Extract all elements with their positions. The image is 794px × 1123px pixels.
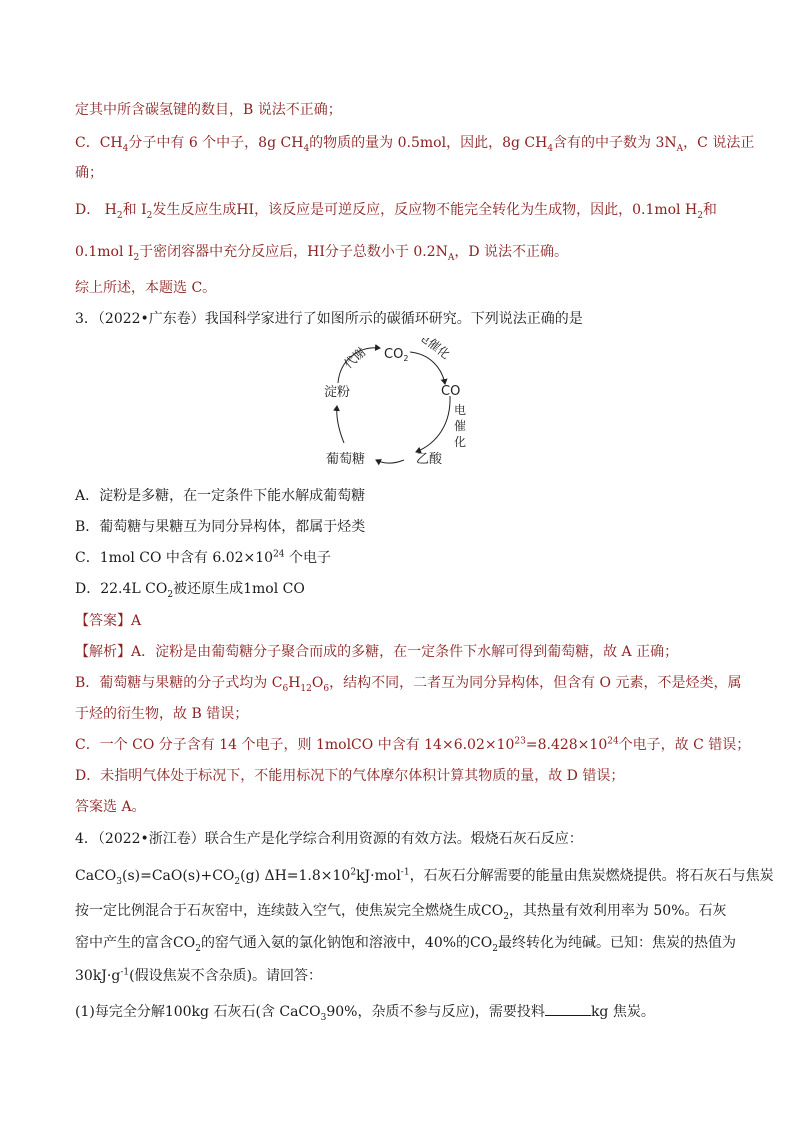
question-4-line: $CaCO_3(s)=CaO(s)+CO_2(g)$ $\Delta H=1.8\times 10^2kJ\cdot mol^{-1}$，石灰石分解需要的能量由焦炭燃烧提供。将石灰石与焦炭 xyxy=(75,867,774,887)
option-a: A．淀粉是多糖，在一定条件下能水解成葡萄糖 xyxy=(75,488,366,504)
explanation-line: 【解析】A．淀粉是由葡萄糖分子聚合而成的多糖，在一定条件下水解可得到葡萄糖，故 A 正确； xyxy=(75,644,679,660)
electrocatalysis-top-label: 电催化 xyxy=(415,338,453,362)
co-label: CO xyxy=(441,384,461,399)
arrow-co-to-acetic xyxy=(416,396,450,452)
text-line: C．$CH_4$分子中有 6 个中子，8g $CH_4$的物质的量为 0.5mol，因此，8g $CH_4$含有的中子数为 $3N_A$，C 说法正 xyxy=(75,135,755,154)
option-d: D．22.4L $CO_2$被还原生成1mol CO xyxy=(75,581,305,600)
explanation-line: 答案选 A。 xyxy=(75,799,146,815)
glucose-label: 葡萄糖 xyxy=(326,452,366,467)
metabolism-label: 代谢 xyxy=(341,344,369,372)
arrow-acetic-to-glucose xyxy=(376,460,404,463)
acetic-acid-label: 乙酸 xyxy=(416,452,443,467)
answer-blank[interactable] xyxy=(545,1001,591,1016)
explanation-line: B．葡萄糖与果糖的分子式均为 $C_6H_{12}O_6$，结构不同，二者互为同分异构体，但含有 O 元素，不是烃类，属 xyxy=(75,675,742,694)
arrow-glucose-to-starch xyxy=(337,406,344,443)
question-4-line: $30kJ\cdot g^{-1}$(假设焦炭不含杂质)。请回答： xyxy=(75,967,323,984)
question-4-line: 按一定比例混合于石灰窑中，连续鼓入空气，使焦炭完全燃烧生成$CO_2$，其热量有效利用率为 50%。石灰 xyxy=(75,903,727,922)
explanation-line: D．未指明气体处于标况下，不能用标况下的气体摩尔体积计算其物质的量，故 D 错误； xyxy=(75,768,625,784)
question-4-line: 窑中产生的富含$CO_2$的窑气通入氨的氯化钠饱和溶液中，40%的$CO_2$最终转化为纯碱。已知：焦炭的热值为 xyxy=(75,935,736,954)
answer-label: 【答案】A xyxy=(75,613,142,629)
text-line: D． $H_2$和 $I_2$发生反应生成HI，该反应是可逆反应，反应物不能完全转化为生成物，因此，0.1mol $H_2$和 xyxy=(75,202,717,221)
electrocatalysis-side-label-2: 催 xyxy=(454,419,467,433)
text-line: 综上所述，本题选 C。 xyxy=(75,280,217,296)
electrocatalysis-side-label-1: 电 xyxy=(454,403,467,417)
text-line: 0.1mol $I_2$于密闭容器中充分反应后，HI分子总数小于 $0.2N_A$，D 说法不正确。 xyxy=(75,244,569,263)
electrocatalysis-side-label-3: 化 xyxy=(454,435,467,449)
option-c: C．1mol CO 中含有 $6.02\times 10^{24}$ 个电子 xyxy=(75,549,331,566)
text-line: 定其中所含碳氢键的数目，B 说法不正确； xyxy=(75,102,342,118)
carbon-cycle-diagram xyxy=(318,338,478,473)
co2-label: $CO_2$ xyxy=(384,347,409,363)
question-3-stem: 3．（2022•广东卷）我国科学家进行了如图所示的碳循环研究。下列说法正确的是 xyxy=(75,311,583,327)
question-4-subquestion-1: (1)每完全分解100kg 石灰石(含 CaCO$_3$90%，杂质不参与反应)，需要投料 kg 焦炭。 xyxy=(75,1001,655,1022)
question-4-stem: 4．（2022•浙江卷）联合生产是化学综合利用资源的有效方法。煅烧石灰石反应： xyxy=(75,831,583,847)
option-b: B．葡萄糖与果糖互为同分异构体，都属于烃类 xyxy=(75,519,366,535)
starch-label: 淀粉 xyxy=(324,385,351,400)
explanation-line: C．一个 CO 分子含有 14 个电子，则 1molCO 中含有 $14\times 6.02\times 10^{23}=8.428\times 10^{24}$个电子，故 C 错误； xyxy=(75,736,751,753)
explanation-line: 于烃的衍生物，故 B 错误； xyxy=(75,706,249,722)
text-line: 确； xyxy=(75,165,103,181)
